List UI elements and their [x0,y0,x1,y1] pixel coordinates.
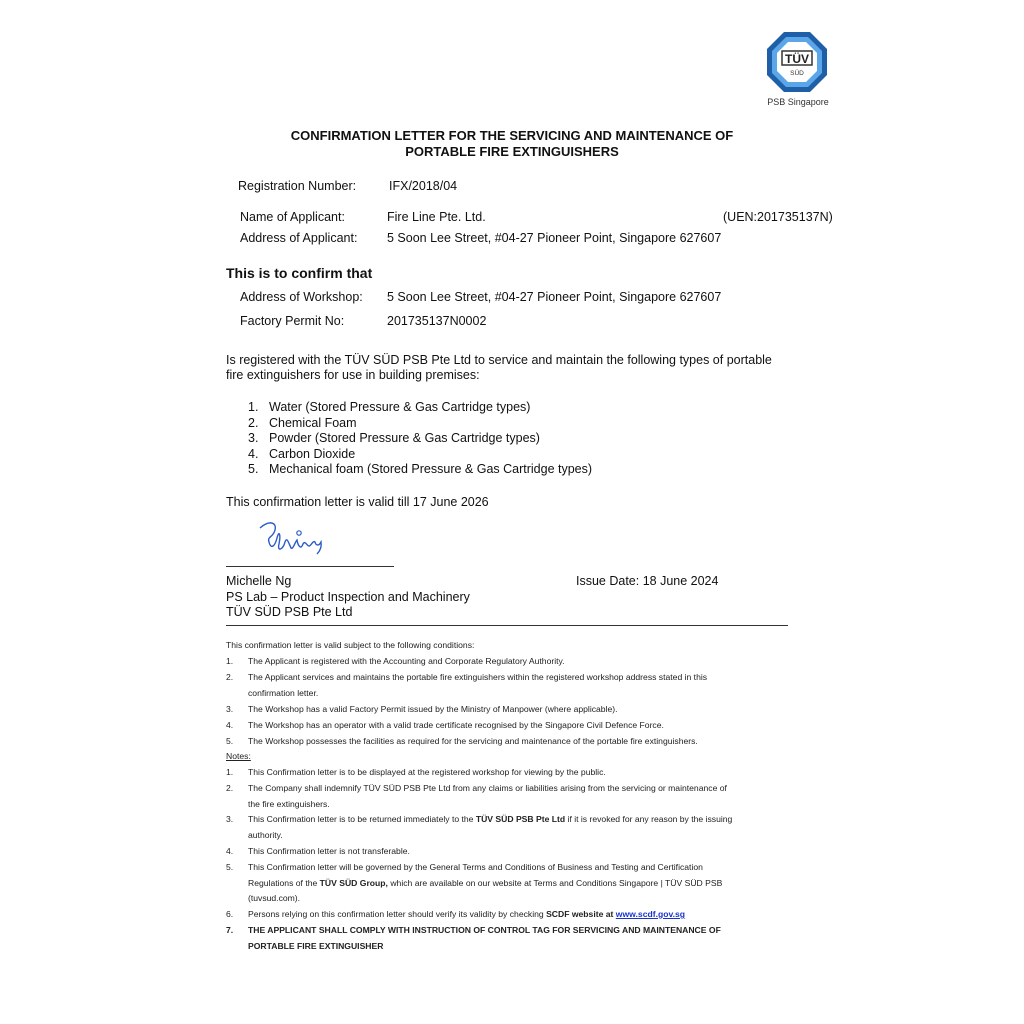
condition-item [226,702,806,718]
note-text: This Confirmation letter is to be displayed at the registered workshop for viewing by the public. [248,767,606,777]
list-item-text: Chemical Foam [269,415,357,430]
confirm-heading: This is to confirm that [226,265,373,281]
condition-text: The Workshop has an operator with a valid trade certificate recognised by the Singapore Civil Defence Force. [248,720,664,730]
note-text: This Confirmation letter will be governed by the General Terms and Conditions of Business and Testing and Certification [248,862,703,872]
list-item-number: 5. [248,462,259,476]
applicant-address-value: 5 Soon Lee Street, #04-27 Pioneer Point, Singapore 627607 [387,231,722,245]
condition-text-cont: confirmation letter. [248,687,319,698]
condition-number: 2. [226,672,234,682]
note-number: 2. [226,783,234,793]
scdf-website-link[interactable]: www.scdf.gov.sg [615,909,686,919]
list-item-number: 4. [248,446,259,461]
signature-image [255,516,335,560]
note-item [226,812,806,844]
signer-department: PS Lab – Product Inspection and Machinery [226,589,470,604]
signer-name: Michelle Ng [226,574,292,588]
note-item [226,765,806,781]
note-bold-group: TÜV SÜD Group, [319,877,388,888]
note-text-part: This Confirmation letter is to be returned immediately to the [248,814,474,824]
list-item [248,400,592,416]
condition-item [226,734,806,750]
condition-item [226,718,806,734]
condition-number: 1. [226,656,234,666]
conditions-intro: This confirmation letter is valid subject to the following conditions: [226,640,475,650]
note-text: This Confirmation letter is not transferable. [248,846,410,856]
note-item [226,907,806,923]
signature-line [226,566,394,567]
list-item [248,416,592,432]
registered-paragraph: Is registered with the TÜV SÜD PSB Pte Ltd to service and maintain the following types of portable fire extinguishers for use in building premises: [226,353,772,382]
list-item-number: 2. [248,415,259,430]
terms-link-text[interactable]: which are available on our website at Terms and Conditions Singapore | TÜV SÜD PSB [390,877,723,888]
note-number: 3. [226,814,234,824]
title-line-1: CONFIRMATION LETTER FOR THE SERVICING AND MAINTENANCE OF [290,128,734,143]
issue-date: Issue Date: 18 June 2024 [576,574,719,588]
note-item [226,781,806,813]
note-number: 4. [226,846,234,856]
note-text-part: Regulations of the [248,877,318,888]
note-text-part: if it is revoked for any reason by the issuing [567,814,733,824]
note-text [248,907,803,923]
extinguisher-types-list [248,400,592,478]
note-bold-org: TÜV SÜD PSB Pte Ltd [475,814,566,824]
signer-organization: TÜV SÜD PSB Pte Ltd [226,605,353,619]
list-item [248,462,592,478]
list-item-number: 1. [248,400,259,414]
note-text-cont: the fire extinguishers. [248,798,330,809]
condition-item [226,670,806,702]
condition-number: 5. [226,736,234,746]
list-item-text: Mechanical foam (Stored Pressure & Gas Cartridge types) [269,462,593,476]
list-item-text: Water (Stored Pressure & Gas Cartridge types) [269,400,531,414]
note-number: 6. [226,909,234,919]
registration-value: IFX/2018/04 [389,179,458,193]
condition-text: The Applicant is registered with the Accounting and Corporate Regulatory Authority. [248,656,565,666]
note-number: 5. [226,862,234,872]
condition-text: The Workshop possesses the facilities as required for the servicing and maintenance of the portable fire extinguishers. [248,736,698,746]
note-text-cont: PORTABLE FIRE EXTINGUISHER [248,940,384,951]
note-bold-scdf: SCDF website at [546,909,614,919]
note-text-cont: (tuvsud.com). [248,893,301,904]
applicant-name-label: Name of Applicant: [240,210,345,224]
applicant-uen: (UEN:201735137N) [723,210,833,224]
factory-permit-value: 201735137N0002 [387,314,487,328]
applicant-address-label: Address of Applicant: [240,231,358,245]
logo-text-sud: SÜD [790,70,804,77]
workshop-address-label: Address of Workshop: [240,290,363,304]
condition-number: 4. [226,720,234,730]
signer-block [226,574,470,621]
note-item [226,844,806,860]
note-text-part: Persons relying on this confirmation letter should verify its validity by checking [248,909,544,919]
note-text: The Company shall indemnify TÜV SÜD PSB Pte Ltd from any claims or liabilities arising from the servicing or maintenance of [248,783,727,793]
registration-label: Registration Number: [238,179,357,193]
tuv-sud-logo [766,31,828,93]
section-divider [226,625,788,626]
logo-text-tuv: TÜV [785,52,809,66]
note-text-cont [248,876,803,892]
list-item-text: Powder (Stored Pressure & Gas Cartridge types) [269,431,540,445]
validity-statement: This confirmation letter is valid till 17 June 2026 [226,495,489,509]
list-item-text: Carbon Dioxide [269,446,356,461]
list-item [248,447,592,463]
logo-caption: PSB Singapore [767,97,829,107]
applicant-name-value: Fire Line Pte. Ltd. [387,210,486,224]
document-title [200,128,824,160]
condition-item [226,654,806,670]
condition-text: The Workshop has a valid Factory Permit issued by the Ministry of Manpower (where applicable). [248,704,618,714]
note-text-cont: authority. [248,829,283,840]
note-item [226,923,806,955]
list-item [248,431,592,447]
note-text: THE APPLICANT SHALL COMPLY WITH INSTRUCTION OF CONTROL TAG FOR SERVICING AND MAINTENANCE OF [248,925,721,935]
note-number: 7. [226,925,234,935]
note-text [248,812,803,828]
factory-permit-label: Factory Permit No: [240,314,345,328]
note-item [226,860,806,908]
list-item-number: 3. [248,431,259,445]
note-number: 1. [226,767,234,777]
title-line-2: PORTABLE FIRE EXTINGUISHERS [405,144,619,159]
condition-text: The Applicant services and maintains the portable fire extinguishers within the registered workshop address stated in this [248,672,708,682]
notes-heading: Notes: [226,751,251,761]
condition-number: 3. [226,704,234,714]
workshop-address-value: 5 Soon Lee Street, #04-27 Pioneer Point, Singapore 627607 [387,290,722,304]
